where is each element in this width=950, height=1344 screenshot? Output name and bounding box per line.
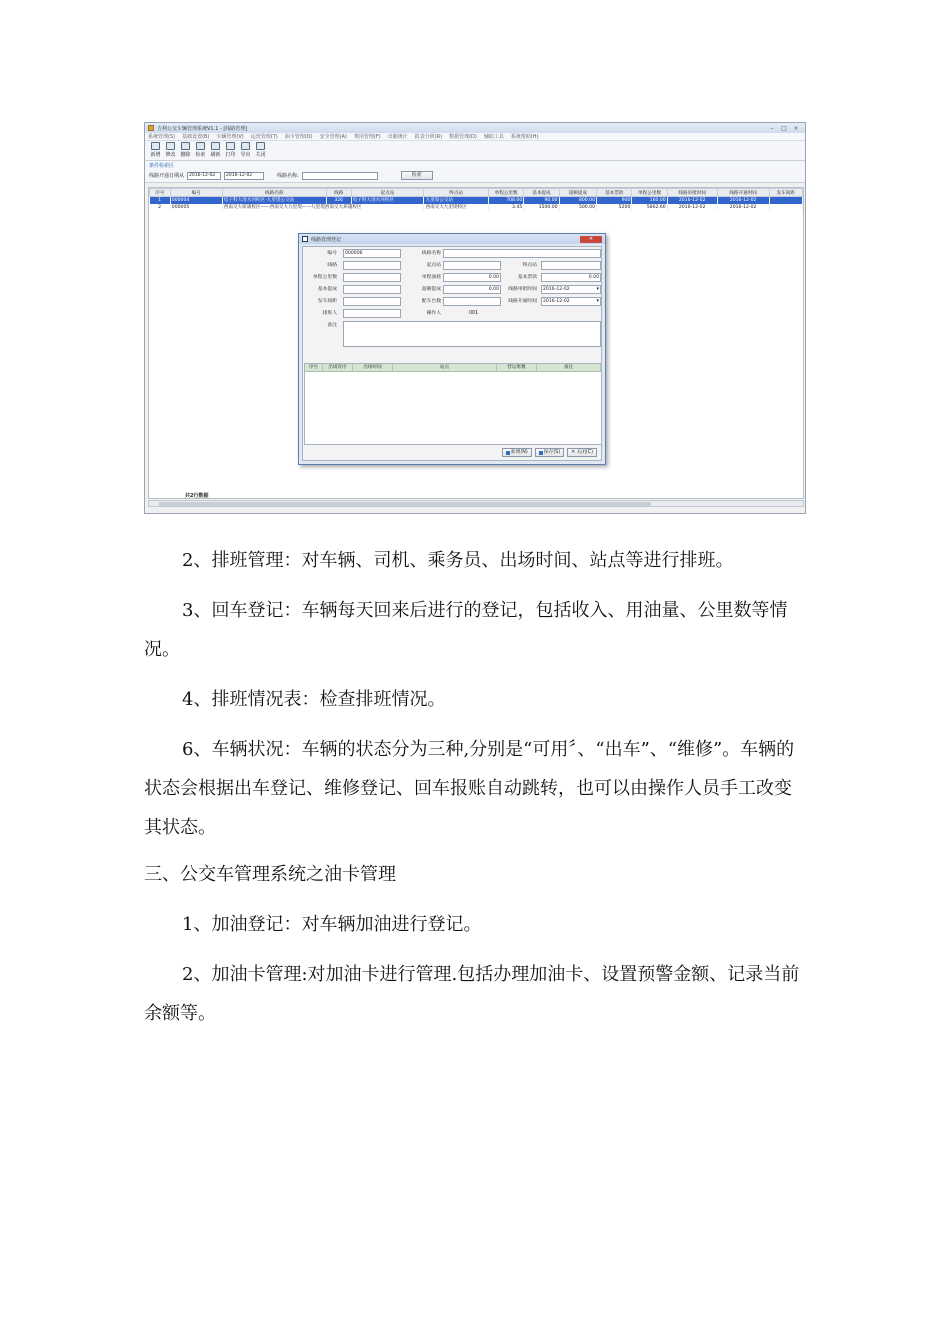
form-icon (302, 236, 308, 242)
table-cell: 5862.60 (632, 204, 667, 211)
print-button[interactable]: 打印 (224, 142, 237, 158)
edit-icon (166, 142, 175, 150)
add-icon (151, 142, 160, 150)
menu-item[interactable]: 油卡管理(O) (284, 134, 313, 140)
table-cell: 西南交大九里堤校区 (424, 204, 488, 211)
refresh-icon (211, 142, 220, 150)
export-icon (241, 142, 250, 150)
column-header[interactable]: 线路开通时间 (717, 189, 769, 197)
depart-interval-label: 发车间距 (317, 299, 337, 304)
edit-button[interactable]: 修改 (164, 142, 177, 158)
conditions-title: 条件检索区 (149, 163, 175, 169)
paragraph-scheduling: 2、排班管理：对车辆、司机、乘务员、出场时间、站点等进行排班。 (182, 550, 734, 571)
table-cell (769, 197, 802, 204)
column-header[interactable]: 线路 (326, 189, 351, 197)
single-fuel-label: 单程油耗 (421, 275, 441, 280)
table-cell (769, 204, 802, 211)
paragraph-fuel-card-management: 2、加油卡管理:对加油卡进行管理.包括办理加油卡、设置预警金额、记录当前余额等。 (144, 964, 800, 1024)
schedule-subgrid (304, 363, 602, 445)
binoculars-icon (196, 142, 205, 150)
horizontal-scrollbar[interactable] (148, 500, 804, 507)
column-header[interactable]: 起点站 (351, 189, 424, 197)
route-table (149, 188, 803, 211)
dialog-titlebar (299, 234, 605, 244)
dialog-new-button[interactable]: 新增(N) (502, 448, 532, 457)
dialog-buttons (502, 448, 597, 457)
paragraph-return-registration: 3、回车登记：车辆每天回来后进行的登记，包括收入、用油量、公里数等情况。 (144, 600, 788, 660)
row-count-label: 共2行数据 (185, 493, 209, 499)
column-header[interactable]: 基本票款 (597, 189, 632, 197)
route-name-select[interactable] (302, 172, 378, 180)
table-row[interactable] (150, 204, 803, 211)
column-header[interactable]: 单程公里数 (632, 189, 667, 197)
column-header[interactable]: 营运班数 (497, 364, 537, 371)
column-header[interactable]: 线路名称 (222, 189, 326, 197)
paragraph-schedule-report: 4、排班情况表：检查排班情况。 (182, 689, 446, 710)
table-cell: 326 (326, 197, 351, 204)
column-header[interactable]: 超额提成 (559, 189, 596, 197)
window-titlebar (145, 123, 805, 133)
menu-item[interactable]: 安全管理(A) (319, 134, 347, 140)
manager-label: 排班人 (322, 311, 337, 316)
toolbar (145, 141, 805, 161)
date-from-picker[interactable]: 2016-12-02 (187, 172, 221, 180)
table-cell: 西南交大犀浦校区——西南交大九里堤——九里堤西南交大犀浦校区 (223, 205, 362, 210)
menu-item[interactable]: 系统管理(S) (148, 134, 176, 140)
base-fare-label: 基本票款 (517, 275, 537, 280)
open-time-label: 线路开通时间 (508, 299, 537, 304)
operator-label: 操作人 (426, 311, 441, 316)
refresh-button[interactable]: 刷新 (209, 142, 222, 158)
manager-field[interactable] (343, 309, 401, 318)
start-field[interactable] (443, 261, 501, 270)
dialog-save-button[interactable]: 保存(S) (535, 448, 564, 457)
table-cell: 2 (150, 204, 171, 211)
menu-item[interactable]: 出勤统计 (387, 134, 408, 140)
dialog-body (302, 246, 602, 461)
delete-button[interactable]: 删除 (179, 142, 192, 158)
table-cell: 90.00 (524, 197, 559, 204)
vehicle-count-field[interactable] (443, 297, 501, 306)
column-header[interactable]: 备注 (537, 364, 601, 371)
table-cell: 5200 (597, 204, 632, 211)
table-cell: 160.00 (632, 197, 667, 204)
single-fuel-field[interactable]: 0.00 (443, 273, 501, 282)
column-header[interactable]: 站点 (393, 364, 497, 371)
date-label: 线路开通日期从 (149, 173, 185, 179)
table-cell: 1500.00 (524, 204, 559, 211)
code-field[interactable]: 000006 (343, 249, 401, 258)
minimize-icon[interactable]: – (770, 124, 774, 132)
end-label: 终点站 (522, 263, 537, 268)
menu-item[interactable]: 基础设置(B) (182, 134, 210, 140)
route-register-dialog (298, 233, 606, 465)
operator-value: 001 (469, 311, 479, 316)
table-cell: 000004 (170, 197, 222, 204)
table-header-row (150, 189, 803, 197)
printer-icon (226, 142, 235, 150)
column-header[interactable]: 序号 (305, 364, 323, 371)
paragraph-vehicle-status: 6、车辆状况：车辆的状态分为三种,分别是“可用〞、“出车”、“维修”。车辆的状态会根据出车登记、维修登记、回车报账自动跳转，也可以由操作人员手工改变其状态。 (144, 739, 795, 838)
table-cell: 3.45 (488, 204, 523, 211)
menu-item[interactable]: 系统帮助(H) (510, 134, 539, 140)
column-header[interactable]: 终点站 (424, 189, 488, 197)
subgrid-header (305, 364, 601, 372)
section-heading-fuel-card: 三、公交车管理系统之油卡管理 (144, 864, 396, 885)
scrollbar-thumb[interactable] (159, 502, 651, 506)
column-header[interactable]: 基本提成 (524, 189, 559, 197)
paragraph-refuel-registration: 1、加油登记：对车辆加油进行登记。 (182, 914, 482, 935)
table-cell: 500.00 (559, 204, 596, 211)
column-header[interactable]: 出场时间 (353, 364, 393, 371)
vehicle-count-label: 配车台数 (421, 299, 441, 304)
excess-commission-field[interactable]: 0.00 (443, 285, 501, 294)
table-cell: 2016-12-02 (717, 197, 769, 204)
remark-label: 备注 (327, 323, 337, 328)
depart-interval-field[interactable] (343, 297, 401, 306)
search-button[interactable]: 检索 (194, 142, 207, 158)
export-button[interactable]: 导出 (239, 142, 252, 158)
menu-item[interactable]: 报表分析(R) (414, 134, 443, 140)
base-commission-label: 基本提成 (317, 287, 337, 292)
new-icon (506, 451, 510, 455)
single-km-field[interactable] (343, 273, 401, 282)
table-cell (351, 204, 424, 211)
column-header[interactable]: 发车间距 (769, 189, 802, 197)
menu-item[interactable]: 费用管理(F) (353, 134, 381, 140)
table-cell: 2016-12-02 (667, 204, 717, 211)
route-name-field[interactable] (443, 249, 601, 258)
dialog-title: 线路管理登记 (311, 236, 342, 243)
save-icon (539, 451, 543, 455)
table-cell: 电子科大清水河校区 (351, 197, 424, 204)
route-label: 线路 (327, 263, 337, 268)
open-time-picker[interactable]: 2016-12-02 ▾ (541, 297, 601, 306)
table-cell: 2016-12-02 (667, 197, 717, 204)
table-cell: 九里堤公交站 (424, 197, 488, 204)
window-title: 吉利公交车辆管理系统V1.1 - [线路管理] (157, 125, 248, 132)
column-header[interactable]: 编号 (170, 189, 222, 197)
menu-item[interactable]: 车辆管理(V) (216, 134, 244, 140)
delete-icon (181, 142, 190, 150)
column-header[interactable]: 单程公里数 (488, 189, 523, 197)
start-label: 起点站 (426, 263, 441, 268)
search-submit-button[interactable]: 检索 (401, 171, 433, 180)
column-header[interactable]: 序号 (150, 189, 171, 197)
app-screenshot (144, 122, 806, 514)
menu-bar (145, 133, 805, 141)
dialog-cancel-button[interactable]: ✕ 关闭(C) (567, 448, 597, 457)
table-cell: 900 (597, 197, 632, 204)
excess-commission-label: 超额提成 (421, 287, 441, 292)
app-icon (148, 125, 154, 131)
maximize-icon[interactable]: □ (781, 124, 787, 132)
end-field[interactable] (541, 261, 601, 270)
menu-item[interactable]: 运营管理(T) (250, 134, 278, 140)
menu-item[interactable]: 辅助工具 (483, 134, 504, 140)
exit-icon (256, 142, 265, 150)
route-field[interactable] (343, 261, 401, 270)
column-header[interactable]: 出场次序 (323, 364, 353, 371)
search-conditions (145, 161, 805, 183)
add-button[interactable]: 新增 (149, 142, 162, 158)
table-row[interactable] (150, 197, 803, 204)
table-cell: 电子科大清水河校区-九里堤公交站 (222, 197, 326, 204)
table-cell: 1 (150, 197, 171, 204)
close-button[interactable]: 关闭 (254, 142, 267, 158)
close-icon[interactable]: × (793, 124, 799, 132)
approve-time-label: 线路审批时间 (508, 287, 537, 292)
base-commission-field[interactable] (343, 285, 401, 294)
base-fare-field[interactable]: 0.00 (541, 273, 601, 282)
date-to-picker[interactable]: 2016-12-02 (224, 172, 264, 180)
table-cell: 800.00 (559, 197, 596, 204)
x-icon: ✕ (571, 449, 576, 455)
single-km-label: 单程公里数 (313, 275, 337, 280)
code-label: 编号 (327, 251, 337, 256)
route-name-label: 线路名称 (421, 251, 441, 256)
dialog-close-button[interactable]: ✕ (580, 236, 602, 243)
table-cell: 2016-12-02 (717, 204, 769, 211)
table-cell: 708.00 (488, 197, 523, 204)
table-cell: 000005 (170, 204, 222, 211)
remark-field[interactable] (343, 321, 601, 347)
route-name-label: 线路名称: (277, 173, 299, 179)
column-header[interactable]: 线路审批时间 (667, 189, 717, 197)
menu-item[interactable]: 数据管理(D) (449, 134, 477, 140)
approve-time-picker[interactable]: 2016-12-02 ▾ (541, 285, 601, 294)
